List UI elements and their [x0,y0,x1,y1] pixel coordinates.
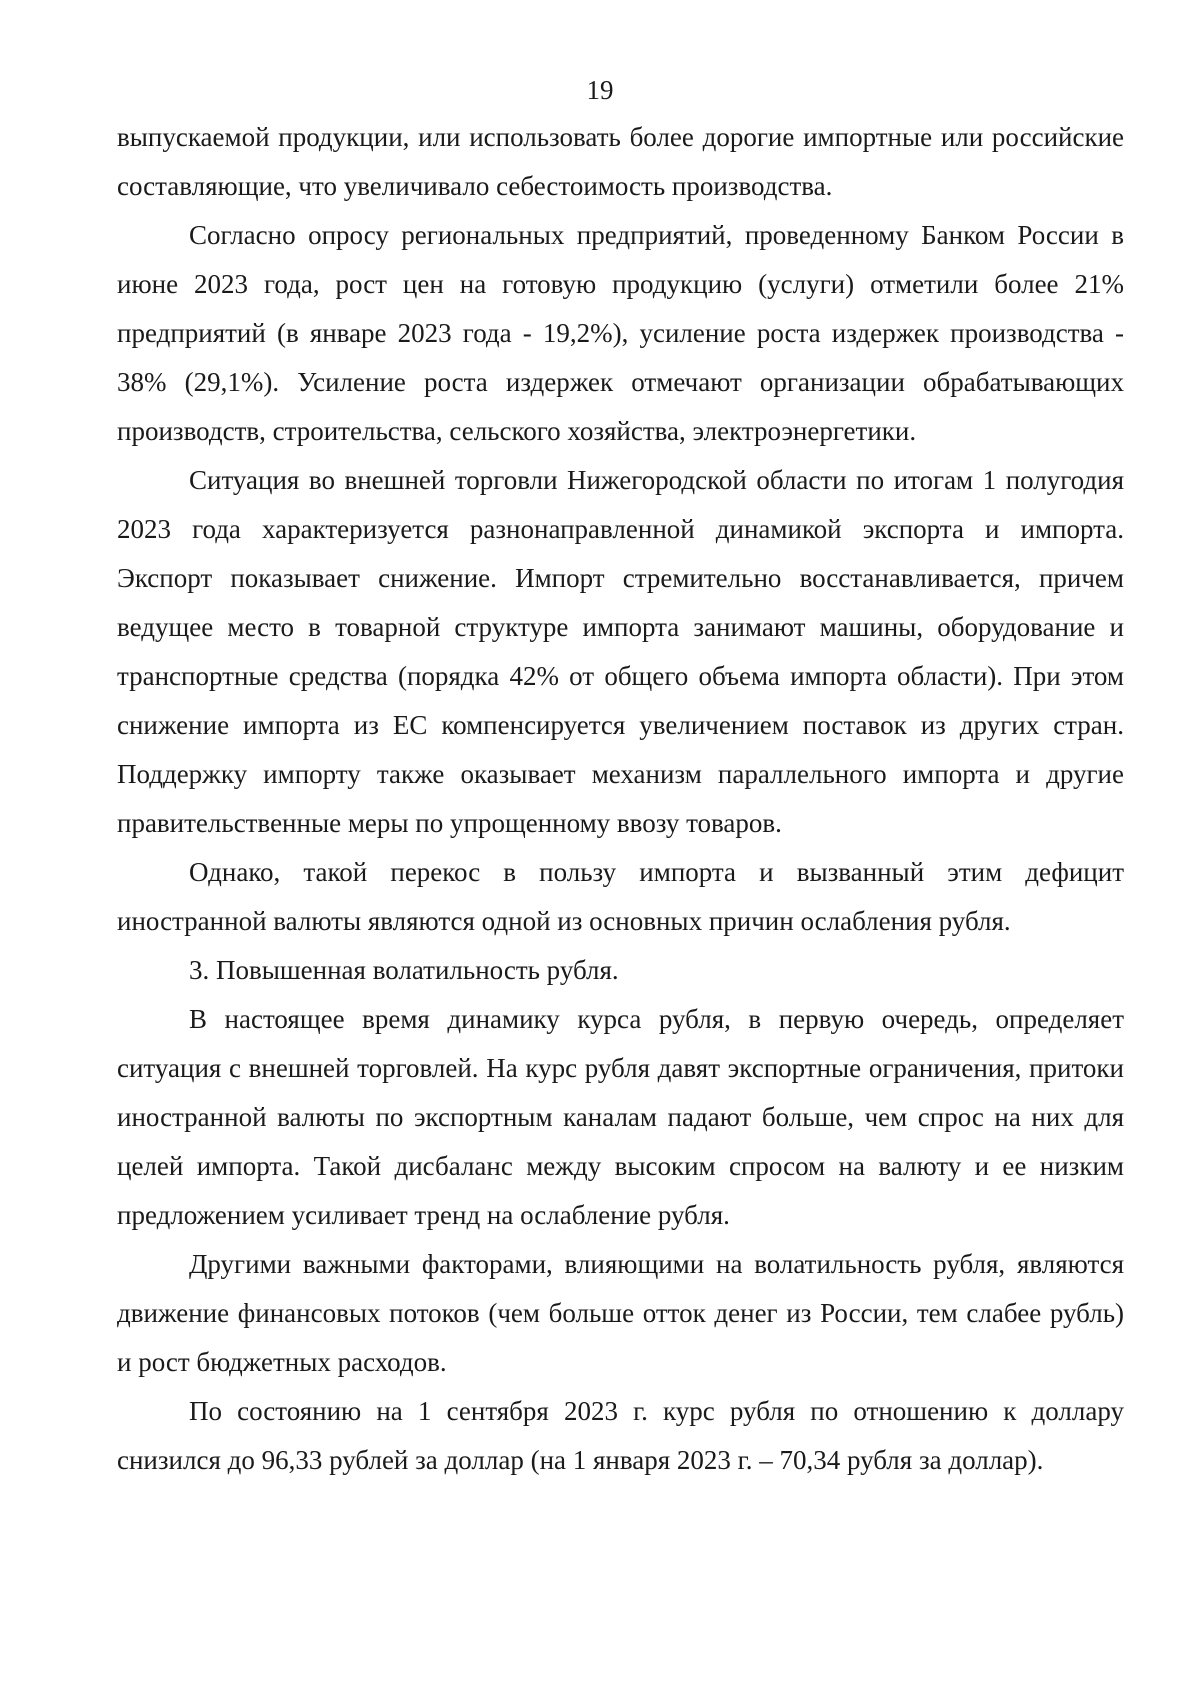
paragraph-continuation: выпускаемой продукции, или использовать более дорогие импортные или российские составляющие, что увеличивало себестоимость производства. [117,122,1124,201]
paragraph-foreign-trade: Ситуация во внешней торговли Нижегородской области по итогам 1 полугодия 2023 года характеризуется разнонаправленной динамикой экспорта и импорта. Экспорт показывает снижение. Импорт стремительно восстанавливается, причем ведущее место в товарной структуре импорта занимают машины, оборудование и транспортные средства (порядка 42% от общего объема импорта области). При этом снижение импорта из ЕС компенсируется увеличением поставок из других стран. Поддержку импорту также оказывает механизм параллельного импорта и другие правительственные меры по упрощенному ввозу товаров. [117,465,1124,838]
page-number: 19 [586,75,614,105]
paragraph-survey: Согласно опросу региональных предприятий, проведенному Банком России в июне 2023 года, рост цен на готовую продукцию (услуги) отметили более 21% предприятий (в январе 2023 года - 19,2%), усиление роста издержек производства - 38% (29,1%). Усиление роста издержек отмечают организации обрабатывающих производств, строительства, сельского хозяйства, электроэнергетики. [117,220,1124,446]
paragraph-exchange-rate: По состоянию на 1 сентября 2023 г. курс рубля по отношению к доллару снизился до 96,33 рублей за доллар (на 1 января 2023 г. – 70,34 рубля за доллар). [117,1396,1124,1475]
paragraph-other-factors: Другими важными факторами, влияющими на волатильность рубля, являются движение финансовых потоков (чем больше отток денег из России, тем слабее рубль) и рост бюджетных расходов. [117,1249,1124,1377]
paragraph-exchange-dynamics: В настоящее время динамику курса рубля, в первую очередь, определяет ситуация с внешней торговлей. На курс рубля давят экспортные ограничения, притоки иностранной валюты по экспортным каналам падают больше, чем спрос на них для целей импорта. Такой дисбаланс между высоким спросом на валюту и ее низким предложением усиливает тренд на ослабление рубля. [117,1004,1124,1230]
paragraph-import-imbalance: Однако, такой перекос в пользу импорта и вызванный этим дефицит иностранной валюты являются одной из основных причин ослабления рубля. [117,857,1124,936]
document-body [117,113,1124,1485]
section-heading-ruble-volatility: 3. Повышенная волатильность рубля. [189,955,619,985]
